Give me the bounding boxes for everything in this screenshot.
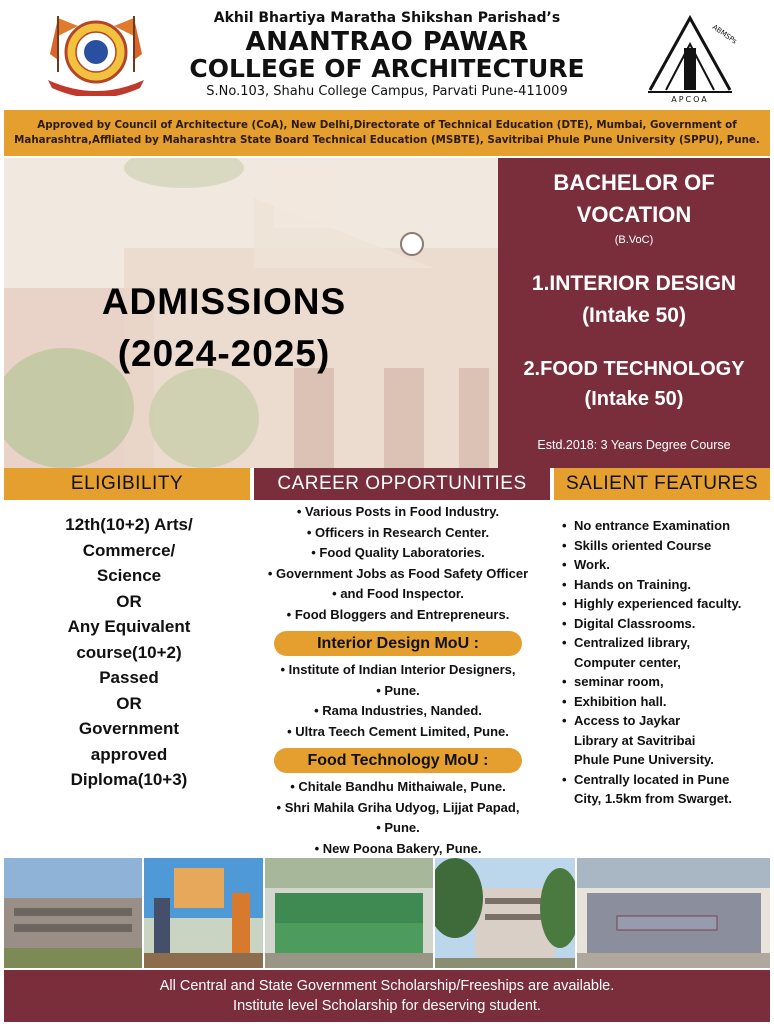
salient-item: • No entrance Examination xyxy=(560,516,774,536)
interior-mou-item: • Institute of Indian Interior Designers, xyxy=(228,660,568,681)
college-building-photo xyxy=(4,158,498,468)
salient-item-continued: City, 1.5km from Swarget. xyxy=(574,791,732,806)
eligibility-header: ELIGIBILITY xyxy=(4,468,250,500)
career-item: • Various Posts in Food Industry. xyxy=(228,502,568,523)
admissions-year: (2024-2025) xyxy=(117,333,331,374)
career-item-continued xyxy=(228,584,568,605)
career-item: • Officers in Research Center. xyxy=(228,523,568,544)
salient-item: • Exhibition hall. xyxy=(560,692,774,712)
salient-item: • Digital Classrooms. xyxy=(560,614,774,634)
college-address: S.No.103, Shahu College Campus, Parvati Pune-411009 xyxy=(206,84,568,99)
interior-design-mou-title: Interior Design MoU : xyxy=(274,631,522,656)
eligibility-line: approved xyxy=(90,744,168,764)
eligibility-line: OR xyxy=(116,693,142,713)
admissions-heading xyxy=(64,276,384,380)
campus-photo-strip xyxy=(4,858,770,968)
apcoa-logo-top-text: ABMSPs xyxy=(710,23,739,46)
salient-item-continued: Library at Savitribai xyxy=(574,732,696,748)
scholarship-footer xyxy=(4,970,770,1022)
eligibility-line: Any Equivalent xyxy=(67,617,191,636)
career-item: • Government Jobs as Food Safety Officer xyxy=(228,564,568,585)
approval-text xyxy=(14,118,760,148)
students-mural-photo xyxy=(144,858,264,968)
interior-mou-item: • Rama Industries, Nanded. xyxy=(228,701,568,722)
page-header xyxy=(0,0,774,108)
food-technology-mou-title: Food Technology MoU : xyxy=(274,748,522,773)
eligibility-line: Government xyxy=(78,719,180,738)
career-item: • Food Bloggers and Entrepreneurs. xyxy=(228,605,568,626)
established-note: Estd.2018: 3 Years Degree Course xyxy=(537,438,731,452)
eligibility-line: Science xyxy=(96,566,162,585)
salient-item: • Centralized library, xyxy=(560,633,774,653)
food-mou-item-continued xyxy=(228,818,568,839)
salient-item: • Hands on Training. xyxy=(560,575,774,595)
food-technology-course: 2.FOOD TECHNOLOGY xyxy=(523,358,745,380)
career-item: • Food Quality Laboratories. xyxy=(228,543,568,564)
interior-design-course: 1.INTERIOR DESIGN xyxy=(531,272,737,295)
eligibility-line: Diploma(10+3) xyxy=(70,770,188,789)
interior-design-intake: (Intake 50) xyxy=(582,304,686,327)
food-mou-continued-text: Pune. xyxy=(384,820,420,835)
programme-title-line2: VOCATION xyxy=(576,202,692,227)
scholarship-line2: Institute level Scholarship for deserving student. xyxy=(233,998,541,1014)
apcoa-logo-bottom-text: APCOA xyxy=(671,95,709,104)
salient-item: • Access to Jaykar xyxy=(560,711,774,731)
food-mou-item: • Shri Mahila Griha Udyog, Lijjat Papad, xyxy=(228,798,568,819)
career-opportunities-list xyxy=(228,502,568,859)
eligibility-line: OR xyxy=(116,591,142,611)
apcoa-logo xyxy=(640,10,740,104)
interior-mou-continued-text: Pune. xyxy=(384,682,420,698)
admissions-title: ADMISSIONS xyxy=(101,281,347,322)
campus-building-photo xyxy=(4,858,142,968)
salient-item: • Highly experienced faculty. xyxy=(560,594,774,614)
approval-line2: Maharashtra,Affliated by Maharashtra State Board Technical Education (MSBTE), Savitribai Phule Pune University (SPPU), Pune. xyxy=(14,134,760,146)
approval-banner xyxy=(4,110,770,156)
salient-features-header: SALIENT FEATURES xyxy=(554,468,770,500)
salient-item: • seminar room, xyxy=(560,672,774,692)
parishad-name: Akhil Bhartiya Maratha Shikshan Parishad’s xyxy=(213,10,561,26)
eligibility-line: course(10+2) xyxy=(76,642,182,662)
programme-abbrev: (B.VoC) xyxy=(614,234,654,246)
college-name-line2: COLLEGE OF ARCHITECTURE xyxy=(189,54,585,83)
interior-mou-item-continued xyxy=(228,681,568,702)
career-opportunities-header: CAREER OPPORTUNITIES xyxy=(254,468,550,500)
campus-palm-photo xyxy=(435,858,575,968)
scholarship-line1: All Central and State Government Scholarship/Freeships are available. xyxy=(159,978,615,994)
eligibility-line: Passed xyxy=(99,668,159,687)
interior-mou-item: • Ultra Teech Cement Limited, Pune. xyxy=(228,722,568,743)
college-name-line1: ANANTRAO PAWAR xyxy=(245,27,529,57)
food-technology-intake: (Intake 50) xyxy=(584,388,684,410)
salient-item-continued: Computer center, xyxy=(574,654,681,670)
parishad-emblem-logo xyxy=(44,10,148,96)
food-mou-item: • Chitale Bandhu Mithaiwale, Pune. xyxy=(228,777,568,798)
students-banner-photo xyxy=(577,858,770,968)
salient-item: • Skills oriented Course xyxy=(560,536,774,556)
eligibility-list xyxy=(14,512,244,793)
career-item-continued-text: and Food Inspector. xyxy=(340,586,464,601)
eligibility-line: Commerce/ xyxy=(82,540,176,560)
salient-features-list xyxy=(560,516,774,809)
salient-item: • Centrally located in Pune xyxy=(560,770,774,790)
eligibility-line: 12th(10+2) Arts/ xyxy=(65,515,193,534)
food-mou-item: • New Poona Bakery, Pune. xyxy=(228,839,568,860)
salient-item: • Work. xyxy=(560,555,774,575)
programme-panel xyxy=(498,158,770,468)
salient-item-continued: Phule Pune University. xyxy=(574,752,714,767)
approval-line1: Approved by Council of Architecture (CoA), New Delhi,Directorate of Technical Education (DTE), Mumbai, Government of xyxy=(37,119,737,131)
programme-title-line1: BACHELOR OF xyxy=(553,170,715,195)
group-photo-green xyxy=(265,858,433,968)
